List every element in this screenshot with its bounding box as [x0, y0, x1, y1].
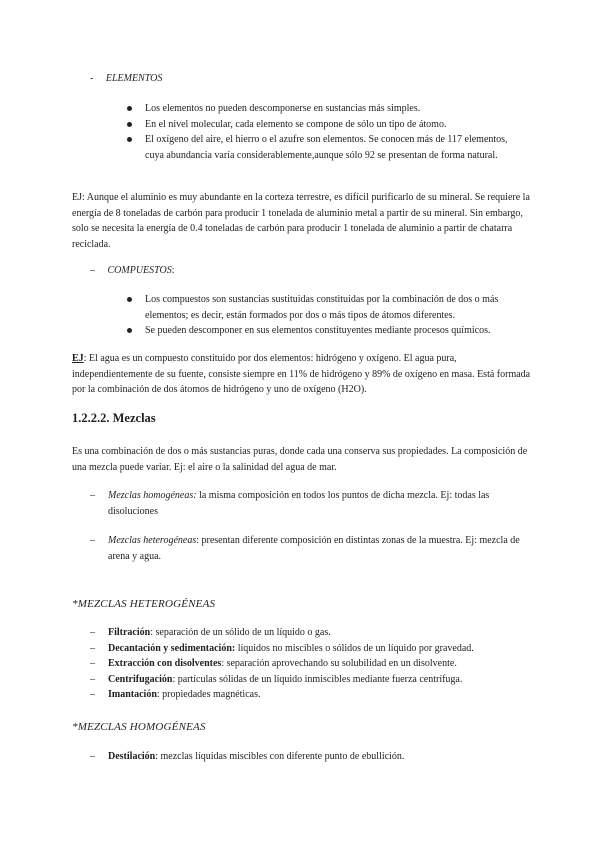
method-term: Imantación [108, 689, 157, 700]
homogeneas-methods [90, 749, 534, 765]
list-item [127, 117, 527, 133]
method-text: : separación de un sólido de un líquido o gas. [150, 627, 331, 638]
method-text: : propiedades magnéticas. [156, 689, 261, 700]
method-text: líquidos no miscibles o sólidos de un líquido por gravedad. [235, 642, 474, 654]
method-term: Destilación [108, 751, 156, 762]
method-term: Decantación y sedimentación: [108, 642, 236, 654]
homogeneas-section-title: *MEZCLAS HOMOGÉNEAS [72, 721, 206, 733]
method-text: : mezclas líquidas miscibles con diferente punto de ebullición. [155, 751, 405, 762]
list-item [90, 749, 534, 765]
list-item-text: En el nivel molecular, cada elemento se compone de sólo un tipo de átomo. [145, 118, 447, 130]
bullet-icon [127, 106, 132, 111]
bullet-icon [127, 137, 132, 142]
mezclas-types-2 [90, 533, 534, 564]
dash: – [90, 658, 95, 669]
list-item [90, 625, 534, 641]
homogeneas-term: Mezclas homogéneas: [108, 490, 197, 501]
method-term: Filtración [108, 627, 151, 638]
compuestos-colon: : [171, 265, 175, 276]
list-item [127, 323, 527, 339]
list-item [90, 641, 534, 657]
dash: – [90, 751, 95, 762]
list-item [90, 687, 534, 703]
method-term: Centrifugación [108, 673, 173, 685]
bullet-icon [127, 297, 132, 302]
mezclas-intro: Es una combinación de dos o más sustancias puras, donde cada una conserva sus propiedades. La composición de una mezcla puede variar. Ej: el aire o la salinidad del agua de mar. [72, 446, 528, 473]
compuestos-dash: – [90, 265, 95, 276]
compuestos-title: COMPUESTOS [107, 265, 172, 276]
dash: – [90, 642, 95, 654]
method-text: : partículas sólidas de un líquido inmiscibles mediante fuerza centrífuga. [172, 673, 463, 685]
dash: – [90, 535, 95, 546]
compuestos-bullets [127, 292, 527, 339]
dash: – [90, 689, 95, 700]
example-label: EJ [72, 353, 84, 364]
bullet-icon [127, 328, 132, 333]
list-item-text: Los elementos no pueden descomponerse en sustancias más simples. [145, 103, 421, 114]
heterogeneas-methods [90, 625, 534, 703]
heterogeneas-text: : presentan diferente composición en distintas zonas de la muestra. Ej: mezcla de arena y agua. [108, 535, 520, 562]
elementos-bullets [127, 101, 527, 163]
mezclas-heading: 1.2.2.2. Mezclas [72, 411, 156, 425]
elementos-example: EJ: Aunque el aluminio es muy abundante en la corteza terrestre, es difícil purificarlo de su mineral. Se requiere la energía de 8 toneladas de carbón para producir 1 tonelada de aluminio metal a partir de su mineral. Sin embargo, solo se necesita la energía de 0.4 toneladas de carbón para producir 1 tonelada de aluminio a partir de chatarra reciclada. [72, 192, 530, 250]
dash: – [90, 673, 95, 685]
dash: – [90, 490, 95, 501]
list-item [90, 488, 534, 519]
list-item-text: Se pueden descomponer en sus elementos constituyentes mediante procesos químicos. [145, 325, 491, 336]
list-item [127, 292, 527, 323]
list-item-text: El oxígeno del aire, el hierro o el azufre son elementos. Se conocen más de 117 elementos, cuya abundancia varía considerablemente,aunque sólo 92 se presentan de forma natural. [145, 134, 508, 161]
dash: – [90, 627, 95, 638]
compuestos-heading [90, 263, 175, 279]
list-item [90, 656, 534, 672]
list-item [90, 533, 534, 564]
list-item [90, 672, 534, 688]
elementos-title: ELEMENTOS [105, 73, 163, 84]
homogeneas-text: la misma composición en todos los puntos de dicha mezcla. Ej: todas las disoluciones [108, 490, 490, 517]
heterogeneas-section-title: *MEZCLAS HETEROGÉNEAS [72, 598, 216, 610]
elementos-dash: - [90, 73, 94, 84]
heterogeneas-term: Mezclas heterogéneas [108, 535, 197, 546]
method-term: Extracción con disolventes [108, 658, 222, 669]
list-item [127, 101, 527, 117]
list-item-text: Los compuestos son sustancias sustituidas constituidas por la combinación de dos o más elementos; es decir, están formados por dos o más tipos de átomos diferentes. [145, 294, 499, 321]
list-item [127, 132, 527, 163]
bullet-icon [127, 122, 132, 127]
mezclas-types [90, 488, 534, 519]
example-text: : El agua es un compuesto constituido por dos elementos: hidrógeno y oxígeno. El agua pura, independientemente de su fuente, consiste siempre en 11% de hidrógeno y 89% de oxígeno en masa. Está formada por la combinación de dos átomos de hidrógeno y uno de oxígeno (H2O). [72, 353, 531, 395]
elementos-heading [90, 71, 162, 87]
method-text: : separación aprovechando su solubilidad en un disolvente. [221, 658, 457, 669]
compuestos-example [72, 351, 534, 398]
